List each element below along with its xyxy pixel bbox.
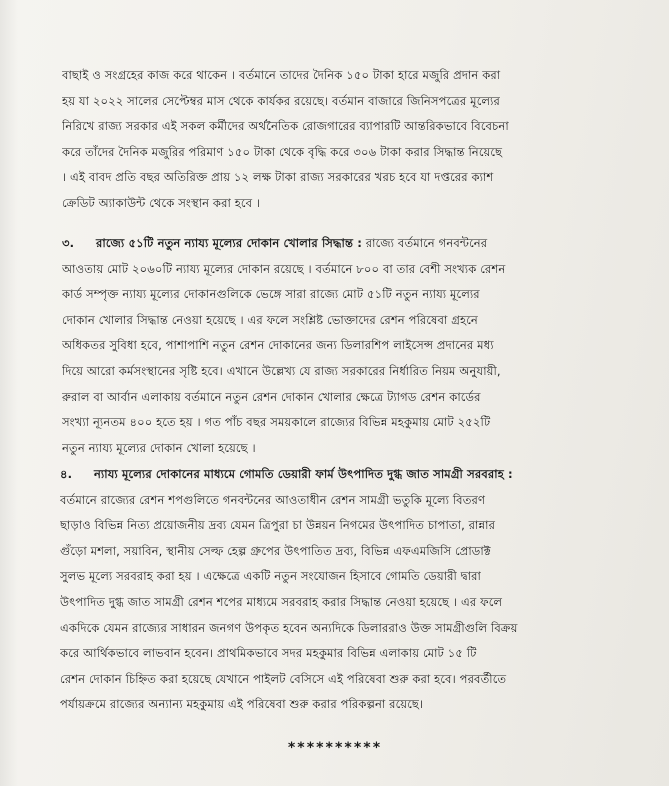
paragraph-line: রেশন দোকান চিহ্নিত করা হয়েছে যেখানে পাইলট বেসিসে এই পরিষেবা শুরু করা হবে। পরবর্তীতে bbox=[60, 671, 507, 686]
paragraph-line: একদিকে যেমন রাজ্যের সাধারন জনগণ উপকৃত হবেন অন্যদিকে ডিলাররাও উক্ত সামগ্রীগুলি বিক্রয় bbox=[60, 620, 518, 635]
paragraph-line: রুরাল বা আর্বান এলাকায় বর্তমানে নতুন রেশন দোকান খোলার ক্ষেত্রে ট্যাগড রেশন কার্ডের bbox=[62, 389, 481, 404]
paragraph-line: দিয়ে আরো কর্মসংস্থানের সৃষ্টি হবে। এখানে উল্লেখ্য যে রাজ্য সরকারের নির্ধারিত নিয়ম অনুযায়ী, bbox=[62, 363, 501, 378]
paragraph-line: ক্রেডিট অ্যাকাউন্ট থেকে সংস্থান করা হবে । bbox=[62, 195, 261, 210]
section-3-first-line-text: রাজ্যে বর্তমানে গনবন্টনের bbox=[365, 236, 488, 250]
paragraph-line: নিরিখে রাজ্য সরকার এই সকল কর্মীদের অর্থনৈতিক রোজগারের ব্যাপারটি আন্তরিকভাবে বিবেচনা bbox=[62, 119, 509, 134]
paragraph-line: আওতায় মোট ২০৬০টি ন্যায্য মূল্যের দোকান রয়েছে । বর্তমানে ৮০০ বা তার বেশী সংখ্যক রেশন bbox=[62, 261, 506, 276]
section-3-heading: রাজ্যে ৫১টি নতুন ন্যায্য মূল্যের দোকান খোলার সিদ্ধান্ত : bbox=[96, 236, 362, 250]
section-3 bbox=[62, 231, 652, 461]
section-3-first-line bbox=[62, 231, 652, 257]
section-4-heading: ন্যায্য মূল্যের দোকানের মাধ্যমে গোমতি ডেয়ারী ফার্ম উৎপাদিত দুগ্ধ জাত সামগ্রী সরবরাহ : bbox=[94, 467, 513, 481]
end-separator: ********** bbox=[287, 740, 382, 756]
paragraph-line: করে আর্থিকভাবে লাভবান হবেন। প্রাথমিকভাবে সদর মহকুমার বিভিন্ন এলাকায় মোট ১৫ টি bbox=[60, 646, 477, 661]
paragraph-line: গুঁড়ো মশলা, সয়াবিন, স্থানীয় সেল্ফ হেল্প গ্রুপের উৎপাতিত দ্রব্য, বিভিন্ন এফএমজিসি প্রোডাক্ট bbox=[60, 543, 491, 558]
paragraph-line: সুলভ মূল্যে সরবরাহ করা হয় । এক্ষেত্রে একটি নতুন সংযোজন হিসাবে গোমতি ডেয়ারী দ্বারা bbox=[60, 569, 481, 584]
paragraph-line: উৎপাদিত দুগ্ধ জাত সামগ্রী রেশন শপের মাধ্যমে সরবরাহ করার সিদ্ধান্ত নেওয়া হয়েছে । এর ফলে bbox=[60, 594, 503, 609]
paragraph-line: । এই বাবদ প্রতি বছর অতিরিক্ত প্রায় ১২ লক্ষ টাকা রাজ্য সরকারের খরচ হবে যা দপ্তরের ক্যাশ bbox=[62, 170, 494, 185]
paragraph-line: সংখ্যা ন্যূনতম ৪০০ হতে হয় । গত পাঁচ বছর সময়কালে রাজ্যের বিভিন্ন মহকুমায় মোট ২৫২টি bbox=[62, 415, 491, 430]
page-shadow bbox=[0, 0, 18, 786]
paragraph-line: করে তাঁদের দৈনিক মজুরির পরিমাণ ১৫০ টাকা থেকে বৃদ্ধি করে ৩০৬ টাকা করার সিদ্ধান্ত নিয়েছে bbox=[62, 144, 503, 159]
paragraph-line: বর্তমানে রাজ্যের রেশন শপগুলিতে গনবন্টনের আওতাধীন রেশন সামগ্রী ভতুকি মূল্যে বিতরণ bbox=[60, 492, 486, 507]
section-4-number: ৪. bbox=[60, 467, 73, 481]
paragraph-line: কার্ড সম্পৃক্ত ন্যায্য মূল্যের দোকানগুলিকে ভেঙ্গে সারা রাজ্যে মোট ৫১টি নতুন ন্যায্য মূল্যের bbox=[62, 287, 480, 302]
paragraph-line: হয় যা ২০২২ সালের সেপ্টেম্বর মাস থেকে কার্যকর রয়েছে। বর্তমান বাজারে জিনিসপত্রের মূল্যের bbox=[62, 93, 500, 108]
paragraph-line: বাছাই ও সংগ্রহের কাজ করে থাকেন । বর্তমানে তাদের দৈনিক ১৫০ টাকা হারে মজুরি প্রদান করা bbox=[62, 68, 501, 82]
paragraph-line: দোকান খোলার সিদ্ধান্ত নেওয়া হয়েছে । এর ফলে সংশ্লিষ্ট ভোক্তাদের রেশন পরিষেবা গ্রহনে bbox=[62, 312, 478, 327]
paragraph-line: অধিকতর সুবিধা হবে, পাশাপাশি নতুন রেশন দোকানের জন্য ডিলারশিপ লাইসেন্স প্রদানের মধ্য bbox=[62, 338, 494, 353]
paragraph-line: পর্যায়ক্রমে রাজ্যের অন্যান্য মহকুমায় এই পরিষেবা শুরু করার পরিকল্পনা রয়েছে। bbox=[60, 697, 424, 712]
section-3-number: ৩. bbox=[62, 236, 75, 250]
section-4 bbox=[60, 462, 650, 718]
paragraph-line: নতুন ন্যায্য মূল্যের দোকান খোলা হয়েছে । bbox=[62, 440, 256, 455]
intro-paragraph bbox=[62, 63, 652, 217]
section-4-heading-line bbox=[60, 462, 650, 488]
paragraph-line: ছাড়াও বিভিন্ন নিত্য প্রয়োজনীয় দ্রব্য যেমন ত্রিপুরা চা উন্নয়ন নিগমের উৎপাদিত চাপাতা, রান্নার bbox=[60, 518, 496, 533]
